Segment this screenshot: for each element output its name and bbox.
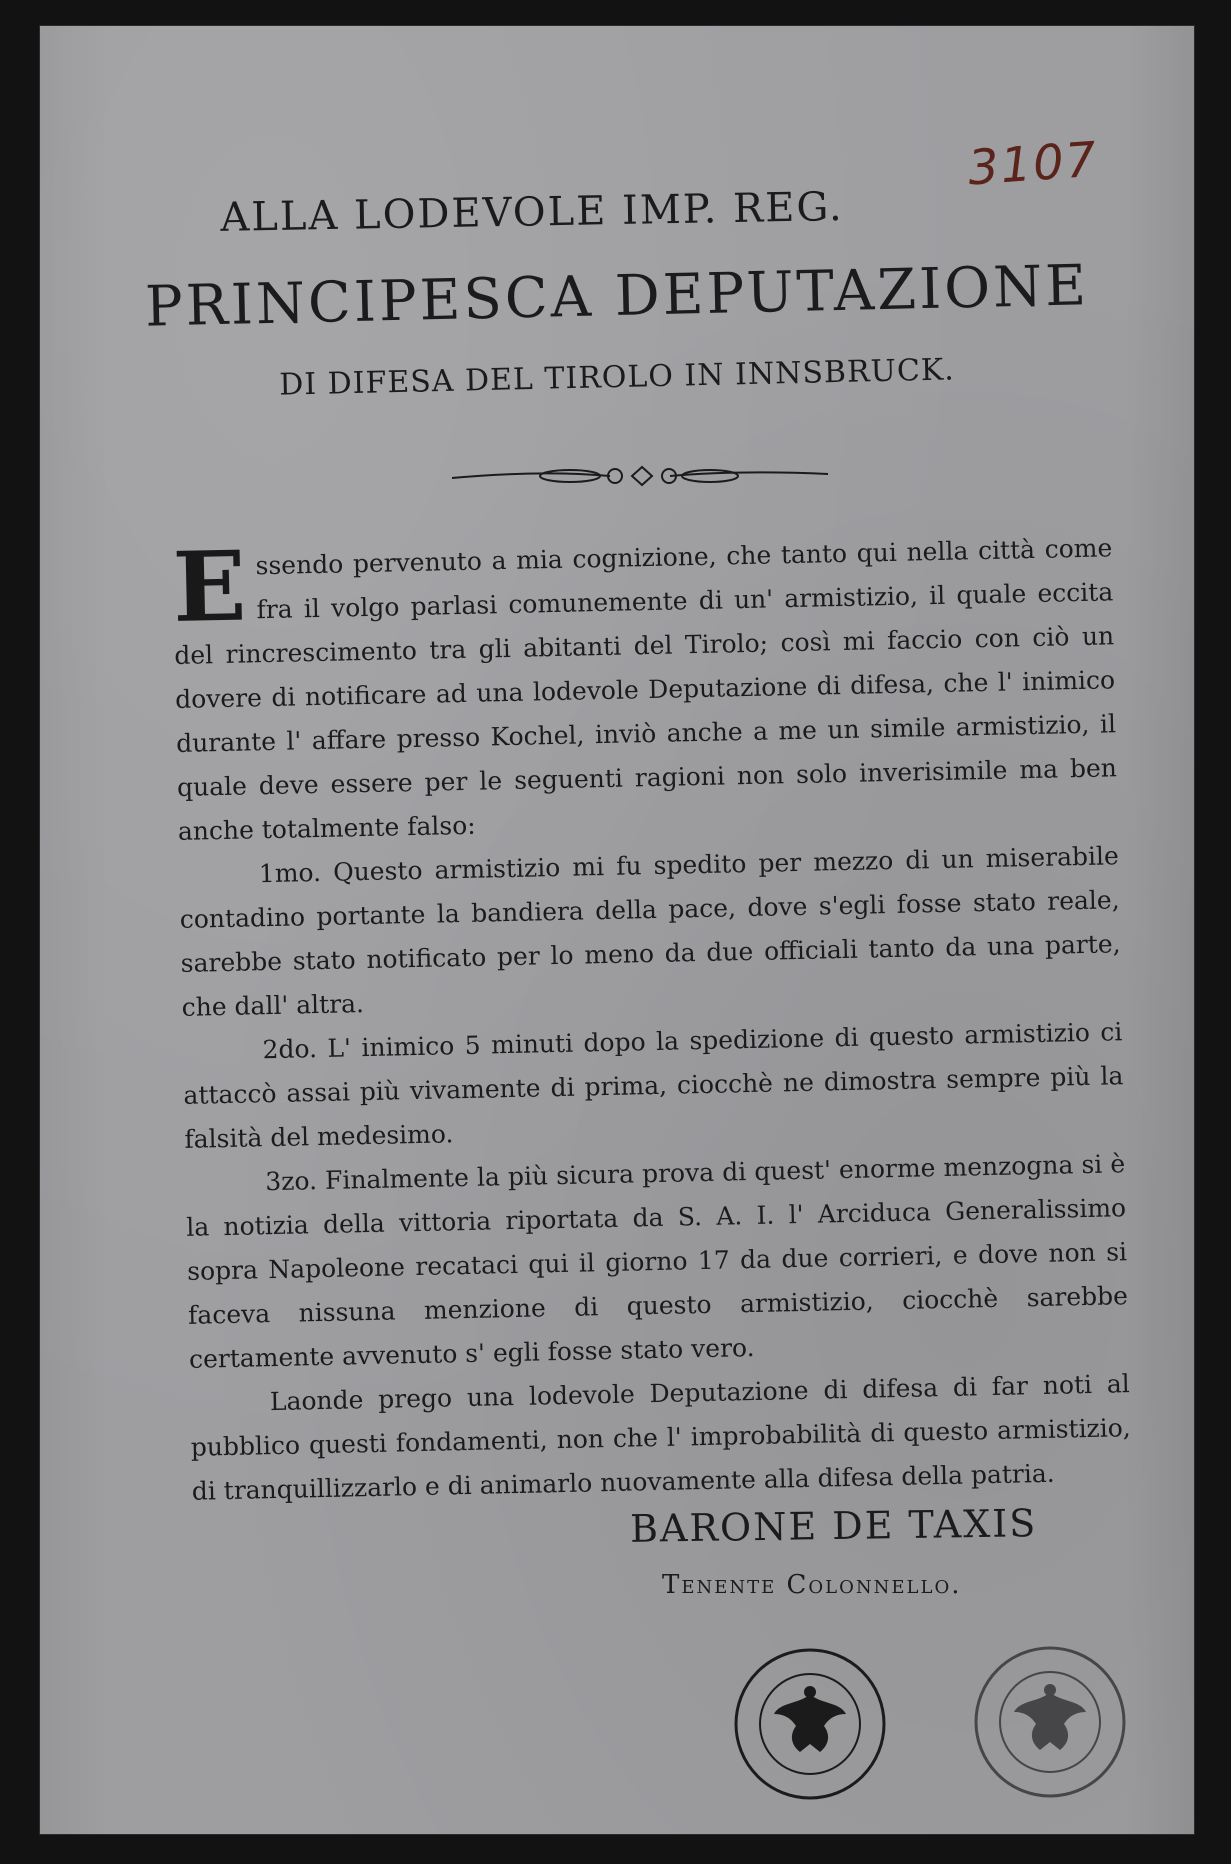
signature-name: BARONE DE TAXIS [629, 1501, 1038, 1551]
address-line-3: DI DIFESA DEL TIROLO IN INNSBRUCK. [278, 352, 956, 403]
library-stamp-icon [730, 1644, 890, 1804]
paragraph-intro [172, 526, 1118, 854]
paragraph-reason-1: 1mo. Questo armistizio mi fu spedito per mezzo di un miserabile contadino portante la bandiera della pace, dove s'egli fosse stato reale, sarebbe stato notificato per lo meno da due officiali tanto da una parte, che dall' altra. [179, 841, 1121, 1022]
signature-title: Tenente Colonnello. [662, 1570, 962, 1600]
paragraph-reason-3: 3zo. Finalmente la più sicura prova di quest' enorme menzogna si è la notizia della vittoria riportata da S. A. I. l' Arciduca Generalissimo sopra Napoleone recataci qui il giorno 17 da due corrieri, e dove non si faceva nissuna menzione di questo armistizio, ciocchè sarebbe certamente avvenuto s' egli fosse stato vero. [185, 1149, 1129, 1374]
library-stamp-faded-icon [970, 1642, 1130, 1802]
paragraph-reason-2: 2do. L' inimico 5 minuti dopo la spedizione di questo armistizio ci attaccò assai più vivamente di prima, ciocchè ne dimostra sempre più la falsità del medesimo. [183, 1017, 1124, 1154]
address-title: PRINCIPESCA DEPUTAZIONE [144, 253, 1090, 340]
letter-body [172, 526, 1132, 1513]
paragraph-closing: Laonde prego una lodevole Deputazione di difesa di far noti al pubblico questi fondamenti, non che l' improbabilità di questo armistizio, di tranquillizzarlo e di animarlo nuovamente alla difesa della patria. [190, 1369, 1131, 1506]
paragraph-intro-text: ssendo pervenuto a mia cognizione, che tanto qui nella città come fra il volgo parlasi comunemente di un' armistizio, il quale eccita del rincrescimento tra gli abitanti del Tirolo; così mi faccio con ciò un dovere di notificare ad una lodevole Deputazione di difesa, che l' inimico durante l' affare presso Kochel, inviò anche a me un simile armistizio, il quale deve essere per le seguenti ragioni non solo inverisimile ma ben anche totalmente falso: [173, 533, 1118, 846]
address-line-1: ALLA LODEVOLE IMP. REG. [220, 184, 844, 241]
ornament-divider [450, 456, 830, 496]
handwritten-archive-number: 3107 [966, 131, 1100, 197]
drop-cap: E [171, 529, 248, 644]
document-page [40, 26, 1194, 1834]
